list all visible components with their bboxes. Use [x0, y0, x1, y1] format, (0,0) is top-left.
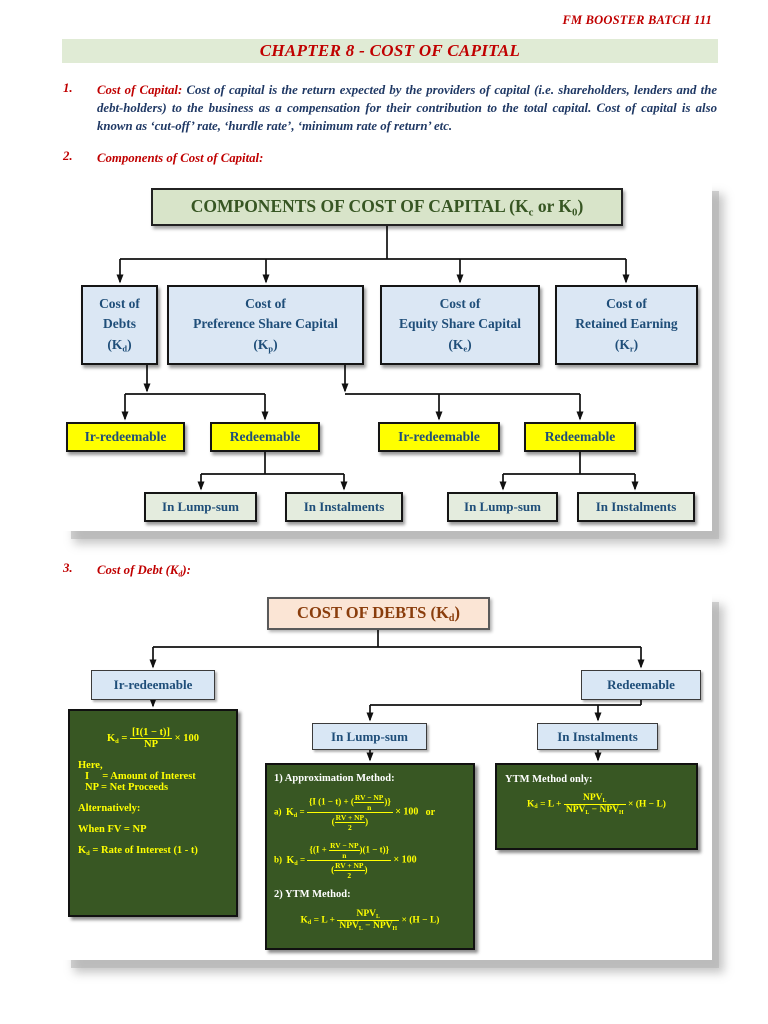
node-cost-of-retained-earning: Cost of Retained Earning $(K_r)$	[555, 285, 698, 365]
header-badge: FM BOOSTER BATCH 111	[562, 13, 712, 27]
components-of-cost-of-capital-diagram	[62, 181, 712, 531]
ytm-method-heading: 2) YTM Method:	[274, 889, 351, 900]
net-proceeds-definition: NP = Net Proceeds	[85, 782, 169, 793]
alternatively-label: Alternatively:	[78, 803, 141, 814]
instalments-method-box	[495, 763, 698, 850]
list-item-3	[63, 561, 717, 580]
approximation-formula-b: b) $K_d$ = {(I + $\frac{RV - NP}{n}$ )(1 − t)} ( $\frac{RV + NP}{2}$ ) × 100	[274, 841, 417, 880]
node-lumpsum-preference: In Lump-sum	[447, 492, 558, 522]
node-in-lumpsum-branch: In Lump-sum	[312, 723, 427, 750]
node-irredeemable-preference: Ir-redeemable	[378, 422, 500, 452]
list-item-1	[63, 81, 717, 135]
ytm-only-heading: YTM Method only:	[505, 774, 593, 785]
interest-definition: I = Amount of Interest	[85, 771, 196, 782]
node-redeemable-preference: Redeemable	[524, 422, 636, 452]
node-instalments-debts: In Instalments	[285, 492, 403, 522]
node-irredeemable-debts: Ir-redeemable	[66, 422, 185, 452]
approximation-formula-a: a) $K_d$ = {I (1 − t) + ( $\frac{RV - NP}{n}$ )} ( $\frac{RV + NP}{2}$ ) × 100 or	[274, 793, 436, 832]
node-lumpsum-debts: In Lump-sum	[144, 492, 257, 522]
when-fv-np-line: When FV = NP	[78, 824, 147, 835]
kd-irredeemable-formula: $K_d$ = $\frac{[I(1 - t)]}{NP}$ × 100	[106, 727, 200, 750]
item-2-heading: Components of Cost of Capital:	[97, 151, 264, 165]
diagram2-title	[267, 597, 490, 630]
chapter-title: CHAPTER 8 - COST OF CAPITAL	[259, 41, 521, 60]
item-3-number: 3.	[63, 561, 73, 575]
node-cost-of-equity-share-capital: Cost of Equity Share Capital $(K_e)$	[380, 285, 540, 365]
item-3-heading: Cost of Debt $(K_d)$:	[97, 563, 191, 579]
approximation-method-heading: 1) Approximation Method:	[274, 773, 395, 784]
ytm-formula: $K_d = L$ + $\frac{NPV_L}{NPV_L - NPV_H}$ × (H − L)	[300, 909, 440, 932]
diagram1-title	[151, 188, 623, 226]
lumpsum-methods-box	[265, 763, 475, 950]
node-in-instalments-branch: In Instalments	[537, 723, 658, 750]
list-item-2	[63, 149, 717, 167]
node-cost-of-debts: Cost of Debts $(K_d)$	[81, 285, 158, 365]
node-redeemable-branch: Redeemable	[581, 670, 701, 700]
node-irredeemable-branch: Ir-redeemable	[91, 670, 215, 700]
chapter-title-banner	[62, 39, 718, 63]
node-cost-of-preference-share-capital: Cost of Preference Share Capital $(K_p)$	[167, 285, 364, 365]
item-1-body: Cost of capital is the return expected by the providers of capital (i.e. shareholders, lenders and the debt-holders) to the business as a compensation for their contribution to the total capital. Cost of capital is also known as ‘cut-off’ rate, ‘hurdle rate’, ‘minimum rate of return’ etc.	[97, 83, 718, 134]
item-1-number: 1.	[63, 81, 73, 95]
node-instalments-preference: In Instalments	[577, 492, 695, 522]
item-1-lead: Cost of Capital:	[97, 83, 183, 97]
item-2-number: 2.	[63, 149, 73, 163]
diagram1-title-text: COMPONENTS OF COST OF CAPITAL ($K_c$ or $K_0$)	[190, 195, 584, 219]
ytm-only-formula: $K_d = L$ + $\frac{NPV_L}{NPV_L - NPV_H}$ × (H − L)	[527, 793, 666, 816]
node-redeemable-debts: Redeemable	[210, 422, 320, 452]
item-1-text	[97, 81, 717, 135]
here-label: Here,	[78, 760, 103, 771]
irredeemable-formula-box	[68, 709, 238, 917]
diagram2-title-text: COST OF DEBTS $(K_d)$	[297, 602, 460, 625]
cost-of-debts-diagram	[62, 592, 712, 960]
kd-rate-of-interest-line: $K_d$ = Rate of Interest (1 - t)	[78, 845, 198, 857]
